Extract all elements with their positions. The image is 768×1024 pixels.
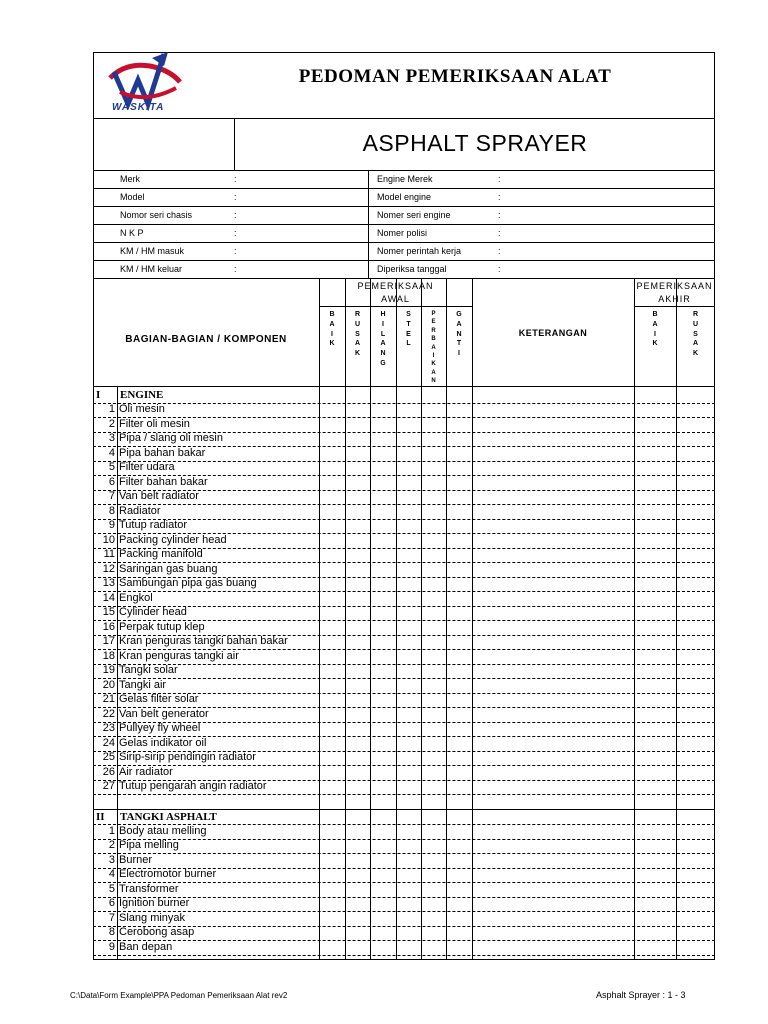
- item-name: Ignition burner: [119, 897, 190, 909]
- item-number: 6: [108, 897, 115, 909]
- akhir-header-line2: AKHIR: [658, 294, 691, 304]
- item-number: 25: [102, 751, 115, 763]
- item-name: Cerobong asap: [119, 926, 195, 938]
- row-separator: [93, 911, 715, 912]
- info-left-label: Model: [120, 192, 145, 202]
- info-right-label: Nomer perintah kerja: [377, 246, 462, 256]
- awal-header-line2: AWAL: [381, 294, 410, 304]
- item-number: 5: [108, 882, 115, 895]
- item-name: Pipa melling: [119, 839, 179, 851]
- row-separator: [93, 765, 715, 766]
- awal-col-header-2: H I L A N G: [380, 311, 386, 367]
- info-left-label: N K P: [120, 228, 144, 238]
- item-name: Sirip-sirip pendingin radiator: [119, 751, 256, 763]
- awal-col-header-1: R U S A K: [354, 311, 361, 358]
- awal-header-line1: PEMERIKSAAN: [357, 281, 434, 291]
- item-number: 4: [108, 868, 115, 880]
- item-number: 27: [102, 780, 115, 792]
- item-number: 23: [102, 722, 115, 734]
- row-separator: [93, 461, 715, 462]
- item-number: 14: [102, 591, 115, 604]
- item-number: 13: [102, 577, 115, 589]
- row-separator: [93, 591, 715, 592]
- row-separator: [93, 882, 715, 883]
- info-right-label: Nomer polisi: [377, 228, 428, 238]
- col-line: [676, 278, 677, 960]
- info-left-colon: :: [234, 246, 237, 256]
- info-left-label: Nomor seri chasis: [120, 210, 193, 220]
- table-header-top: [93, 278, 715, 279]
- item-number: 5: [108, 461, 115, 473]
- item-number: 19: [102, 664, 115, 676]
- item-name: Packing cylinder head: [119, 533, 227, 546]
- item-name: Cylinder head: [119, 606, 187, 618]
- item-number: 10: [102, 533, 115, 546]
- item-number: 4: [108, 446, 115, 459]
- item-name: Perpak tutup klep: [119, 620, 205, 633]
- item-name: Electromotor burner: [119, 868, 217, 880]
- info-right-colon: :: [498, 246, 501, 256]
- item-number: 3: [108, 432, 115, 444]
- waskita-logo: [106, 52, 186, 118]
- col-line: [319, 278, 320, 960]
- item-name: Pipa bahan bakar: [119, 446, 206, 459]
- info-left-colon: :: [234, 264, 237, 274]
- info-right-label: Engine Merek: [377, 174, 433, 184]
- item-name: Engkol: [119, 591, 153, 604]
- info-left-colon: :: [234, 228, 237, 238]
- row-separator: [93, 853, 715, 854]
- item-number: 2: [108, 839, 115, 851]
- akhir-subheader-line: [634, 306, 715, 307]
- item-number: 16: [102, 620, 115, 633]
- item-name: Kran penguras tangki air: [119, 649, 239, 662]
- table-header-bottom: [93, 386, 715, 387]
- row-separator: [93, 794, 715, 795]
- item-name: Kran penguras tangki bahan bakar: [119, 635, 288, 647]
- info-right-label: Model engine: [377, 192, 432, 202]
- keterangan-header: KETERANGAN: [518, 328, 588, 338]
- item-name: Transformer: [119, 882, 179, 895]
- item-name: Packing manifold: [119, 548, 203, 560]
- item-number: 8: [108, 926, 115, 938]
- awal-col-header-0: B A I K: [329, 311, 335, 348]
- item-name: Tangki solar: [119, 664, 178, 676]
- info-row-line: [93, 260, 715, 261]
- header-bottom-line: [93, 170, 715, 171]
- item-number: 8: [108, 504, 115, 517]
- col-line: [421, 278, 422, 960]
- row-separator: [93, 955, 715, 956]
- item-name: Van belt radiator: [119, 490, 199, 502]
- item-number: 2: [108, 417, 115, 430]
- item-name: Van belt generator: [119, 707, 209, 720]
- item-name: Oli mesin: [119, 403, 165, 415]
- info-right-colon: :: [498, 264, 501, 274]
- item-name: Body atau melling: [119, 824, 207, 837]
- item-number: 9: [108, 519, 115, 531]
- info-left-colon: :: [234, 210, 237, 220]
- item-name: Ban depan: [119, 940, 173, 953]
- item-number: 20: [102, 678, 115, 691]
- info-left-label: KM / HM keluar: [120, 264, 183, 274]
- info-row-line: [93, 224, 715, 225]
- header-divider: [93, 118, 715, 119]
- equipment-title: ASPHALT SPRAYER: [362, 130, 588, 156]
- section-roman: II: [96, 810, 105, 823]
- info-left-colon: :: [234, 192, 237, 202]
- col-line: [345, 278, 346, 960]
- awal-col-header-4: P E R B A I K A N: [431, 311, 436, 385]
- item-name: Sambungan pipa gas buang: [119, 577, 257, 589]
- awal-col-header-5: G A N T I: [456, 311, 462, 358]
- col-line-number: [117, 386, 118, 960]
- col-line: [446, 278, 447, 960]
- item-name: Filter udara: [119, 461, 175, 473]
- item-name: Tutup radiator: [119, 519, 188, 531]
- item-number: 17: [102, 635, 115, 647]
- item-number: 26: [102, 765, 115, 778]
- item-name: Pipa / slang oli mesin: [119, 432, 223, 444]
- item-number: 15: [102, 606, 115, 618]
- item-number: 11: [103, 548, 115, 560]
- item-name: Filter bahan bakar: [119, 475, 208, 488]
- item-name: Pullyey fly wheel: [119, 722, 201, 734]
- item-name: Gelas filter solar: [119, 693, 199, 705]
- item-number: 9: [108, 940, 115, 953]
- akhir-col-header-0: B A I K: [652, 311, 658, 348]
- section-title: TANGKI ASPHALT: [120, 810, 217, 823]
- item-number: 7: [108, 490, 115, 502]
- info-right-colon: :: [498, 228, 501, 238]
- item-number: 1: [108, 403, 115, 415]
- info-row-line: [93, 242, 715, 243]
- info-right-colon: :: [498, 210, 501, 220]
- col-line: [396, 278, 397, 960]
- item-name: Tangki air: [119, 678, 167, 691]
- info-right-label: Nomer seri engine: [377, 210, 451, 220]
- item-number: 7: [108, 911, 115, 924]
- item-name: Saringan gas buang: [119, 562, 218, 575]
- item-name: Slang minyak: [119, 911, 186, 924]
- item-name: Air radiator: [119, 765, 173, 778]
- page-number: Asphalt Sprayer : 1 - 3: [596, 990, 686, 1000]
- info-right-colon: :: [498, 192, 501, 202]
- info-center-divider: [368, 170, 369, 278]
- section-roman: I: [96, 389, 101, 401]
- col-line: [634, 278, 635, 960]
- info-left-label: KM / HM masuk: [120, 246, 185, 256]
- row-separator: [93, 678, 715, 679]
- section-separator: [93, 809, 715, 810]
- item-number: 12: [102, 562, 115, 575]
- row-separator: [93, 839, 715, 840]
- info-left-label: Merk: [120, 174, 140, 184]
- form-title: PEDOMAN PEMERIKSAAN ALAT: [298, 66, 612, 87]
- item-number: 3: [108, 853, 115, 866]
- info-right-colon: :: [498, 174, 501, 184]
- item-name: Filter oli mesin: [119, 417, 190, 430]
- col-line: [370, 278, 371, 960]
- item-number: 22: [102, 707, 115, 720]
- item-name: Gelas indikator oil: [119, 736, 207, 749]
- akhir-header-line1: PEMERIKSAAN: [636, 281, 713, 291]
- item-number: 6: [108, 475, 115, 488]
- info-right-label: Diperiksa tanggal: [377, 264, 447, 274]
- item-number: 1: [108, 824, 115, 837]
- info-row-line: [93, 188, 715, 189]
- row-separator: [93, 664, 715, 665]
- component-header: BAGIAN-BAGIAN / KOMPONEN: [125, 334, 287, 345]
- item-number: 18: [102, 649, 115, 662]
- item-name: Burner: [119, 853, 153, 866]
- row-separator: [93, 403, 715, 404]
- logo-text: WASKITA: [112, 102, 165, 113]
- item-name: Tutup pengarah angin radiator: [119, 780, 267, 792]
- item-number: 21: [102, 693, 115, 705]
- file-path: C:\Data\Form Example\PPA Pedoman Pemeriksaan Alat rev2: [70, 991, 288, 1000]
- col-line: [472, 278, 473, 960]
- akhir-col-header-1: R U S A K: [692, 311, 699, 358]
- item-name: Radiator: [119, 504, 161, 517]
- section-title: ENGINE: [120, 389, 164, 401]
- item-number: 24: [102, 736, 115, 749]
- info-left-colon: :: [234, 174, 237, 184]
- row-separator: [93, 504, 715, 505]
- info-row-line: [93, 206, 715, 207]
- row-separator: [93, 940, 715, 941]
- awal-col-header-3: S T E L: [406, 311, 411, 348]
